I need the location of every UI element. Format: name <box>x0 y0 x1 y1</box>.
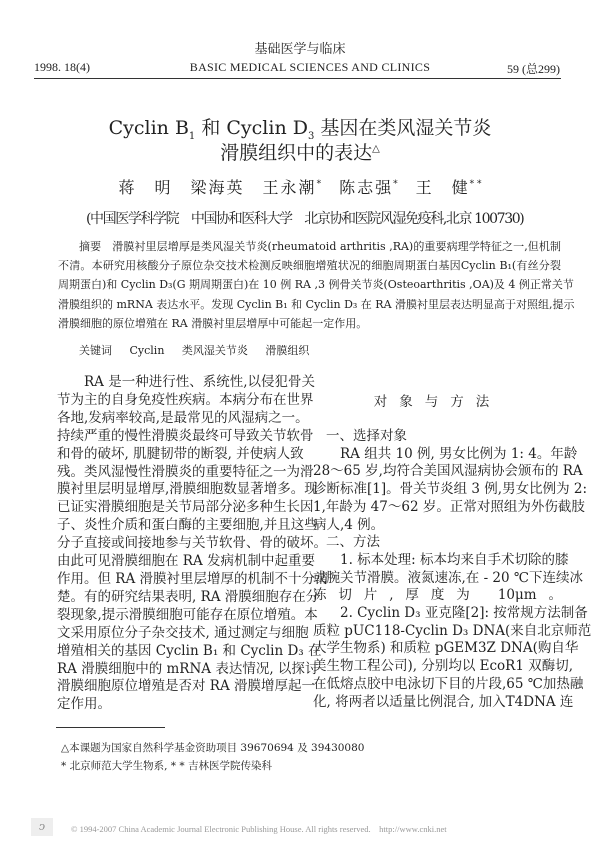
body-left-column <box>57 374 329 714</box>
body-text-line: 由此可见滑膜细胞在 RA 发病机制中起重要 <box>57 553 315 570</box>
body-text-line: 各地,发病率较高,是最常见的风湿病之一。 <box>57 409 309 426</box>
abstract-line: 摘要 滑膜衬里层增厚是类风湿关节炎(rheumatoid arthritis ,RA)的重要病理学特征之一,但机制 <box>79 240 561 253</box>
footnote-rule <box>56 727 165 728</box>
body-text-line: 化, 将两者以适量比例混合, 加入T4DNA 连 <box>313 693 574 710</box>
author-name: 梁海英 <box>190 178 245 197</box>
body-text-line: 或腕关节滑膜。液氮速冻,在 - 20 ℃下连续冰 <box>313 569 584 586</box>
body-text-line: 28～65 岁,均符合美国风湿病协会颁布的 RA <box>313 463 583 480</box>
keyword: 滑膜组织 <box>265 344 310 357</box>
keywords <box>79 342 323 358</box>
title-part: Cyclin B <box>108 117 189 139</box>
body-text-line: 增殖相关的基因 Cyclin B₁ 和 Cyclin D₃ 在 <box>57 642 322 659</box>
body-text-line: 已证实滑膜细胞是关节局部分泌多种生长因 <box>57 499 314 516</box>
author-affiliation-mark: * <box>316 179 322 190</box>
keyword: Cyclin <box>129 344 165 357</box>
author <box>191 178 245 197</box>
author <box>339 178 398 197</box>
keyword: 类风湿关节炎 <box>181 344 248 357</box>
body-text-line: 和骨的破坏, 肌腱韧带的断裂, 并使病人致 <box>57 445 304 462</box>
author-list <box>0 175 600 198</box>
author-name: 陈志强 <box>339 178 394 197</box>
title-part: 基因在类风湿关节炎 <box>314 117 492 139</box>
author-affiliation-mark: * * <box>469 179 482 190</box>
volume-issue: 1998. 18(4) <box>34 60 90 74</box>
author-affiliation-mark: * <box>393 179 398 190</box>
body-text-line: 文采用原位分子杂交技术, 通过测定与细胞 <box>57 624 309 641</box>
subsection-body <box>313 445 588 535</box>
footnote: * 北京师范大学生物系, * * 吉林医学院传染科 <box>61 760 272 772</box>
subsection-heading: 一、选择对象 <box>326 428 407 444</box>
section-heading: 对象与方法 <box>373 394 502 410</box>
abstract-line: 滑膜组织的 mRNA 表达水平。发现 Cyclin B₁ 和 Cyclin D₃ 在 RA 滑膜衬里层表达明显高于对照组,提示 <box>58 297 575 311</box>
body-text-line: 子、炎性介质和蛋白酶的主要细胞,并且这些 <box>57 517 318 534</box>
author-name: 蒋 明 <box>118 178 173 197</box>
body-text-line: RA 滑膜细胞中的 mRNA 表达情况, 以探讨 <box>57 660 319 677</box>
body-text-line: 滑膜细胞原位增殖是否对 RA 滑膜增厚起一 <box>57 678 315 695</box>
body-text-line: 1,年龄为 47～62 岁。正常对照组为外伤截肢 <box>313 498 585 515</box>
keywords-label: 关键词 <box>79 344 112 357</box>
body-text-line: 美生物工程公司), 分别均以 EcoR1 双酶切, <box>313 658 574 675</box>
title-part: 和 Cyclin D <box>195 117 308 139</box>
title-subscript: 3 <box>307 130 315 142</box>
funding-mark: △ <box>372 143 380 155</box>
journal-name-en: BASIC MEDICAL SCIENCES AND CLINICS <box>189 60 431 74</box>
title-subscript: 1 <box>188 130 196 142</box>
subsection-heading: 二、方法 <box>326 534 380 551</box>
abstract-line: 滑膜细胞的原位增殖在 RA 滑膜衬里层增厚中可能起一定作用。 <box>58 316 368 330</box>
body-text-line: 膜衬里层明显增厚,滑膜细胞数显著增多。现 <box>57 481 318 498</box>
body-text-line: 诊断标准[1]。骨关节炎组 3 例,男女比例为 2: <box>313 481 588 498</box>
body-right-column <box>313 393 592 711</box>
affiliation: (中国医学科学院 中国协和医科大学 北京协和医院风湿免疫科,北京 100730) <box>86 211 524 227</box>
body-text-line: 病人,4 例。 <box>313 516 385 533</box>
body-text-line: RA 组共 10 例, 男女比例为 1: 4。年龄 <box>340 445 578 462</box>
body-text-line: 大学生物系) 和质粒 pGEM3Z DNA(购自华 <box>313 640 579 657</box>
paper-title-line-2 <box>0 138 600 165</box>
body-text-line: 冻切片,厚度为 10μm。 <box>313 587 562 604</box>
journal-name-cn: 基础医学与临床 <box>254 42 346 57</box>
body-text-line: 持续严重的慢性滑膜炎最终可导致关节软骨 <box>57 427 314 444</box>
body-text-line: 节为主的自身免疫性疾病。本病分布在世界 <box>57 391 314 408</box>
author-name: 王 健 <box>415 178 470 197</box>
abstract-line: 不清。本研究用核酸分子原位杂交技术检测反映细胞增殖状况的细胞周期蛋白基因Cyclin B₁(有丝分裂 <box>58 259 561 273</box>
body-text-line: 在低熔点胶中电泳切下目的片段,65 ℃加热融 <box>313 675 584 692</box>
footnotes <box>61 739 364 775</box>
body-text-line: 质粒 pUC118-Cyclin D₃ DNA(来自北京师范 <box>313 622 592 639</box>
body-text-line: 作用。但 RA 滑膜衬里层增厚的机制不十分清 <box>57 570 329 587</box>
footnote: △本课题为国家自然科学基金资助项目 39670694 及 39430080 <box>61 742 365 754</box>
body-text-line: 分子直接或间接地参与关节软骨、骨的破坏。 <box>57 535 327 552</box>
body-text-line: RA 是一种进行性、系统性,以侵犯骨关 <box>84 374 315 390</box>
page-number: 59 (总299) <box>507 62 560 76</box>
title-part: 滑膜组织中的表达 <box>220 142 373 164</box>
author <box>119 178 173 197</box>
body-text-line: 定作用。 <box>57 696 111 713</box>
author <box>263 178 322 197</box>
copyright-notice: © 1994-2007 China Academic Journal Electronic Publishing House. All rights reserved. http://www.cnki.net <box>71 824 447 834</box>
body-text-line: 残。类风湿慢性滑膜炎的重要特征之一为滑 <box>57 463 314 480</box>
abstract-line: 周期蛋白)和 Cyclin D₃(G 期周期蛋白)在 10 例 RA ,3 例骨关节炎(Osteoarthritis ,OA)及 4 例正常关节 <box>58 278 574 292</box>
header-rule <box>34 78 561 79</box>
body-text-line: 裂现象,提示滑膜细胞可能存在原位增殖。本 <box>57 606 318 623</box>
author-name: 王永潮 <box>262 178 317 197</box>
author <box>416 178 482 197</box>
subsection-body <box>313 551 592 711</box>
body-text-line: 1. 标本处理: 标本均来自手术切除的膝 <box>340 551 569 568</box>
body-text-line: 2. Cyclin D₃ 亚克隆[2]: 按常规方法制备 <box>340 605 588 622</box>
body-text-line: 楚。有的研究结果表明, RA 滑膜细胞存在分 <box>57 588 320 605</box>
cnki-logo-icon: ↄ <box>31 818 53 836</box>
abstract <box>58 237 575 333</box>
